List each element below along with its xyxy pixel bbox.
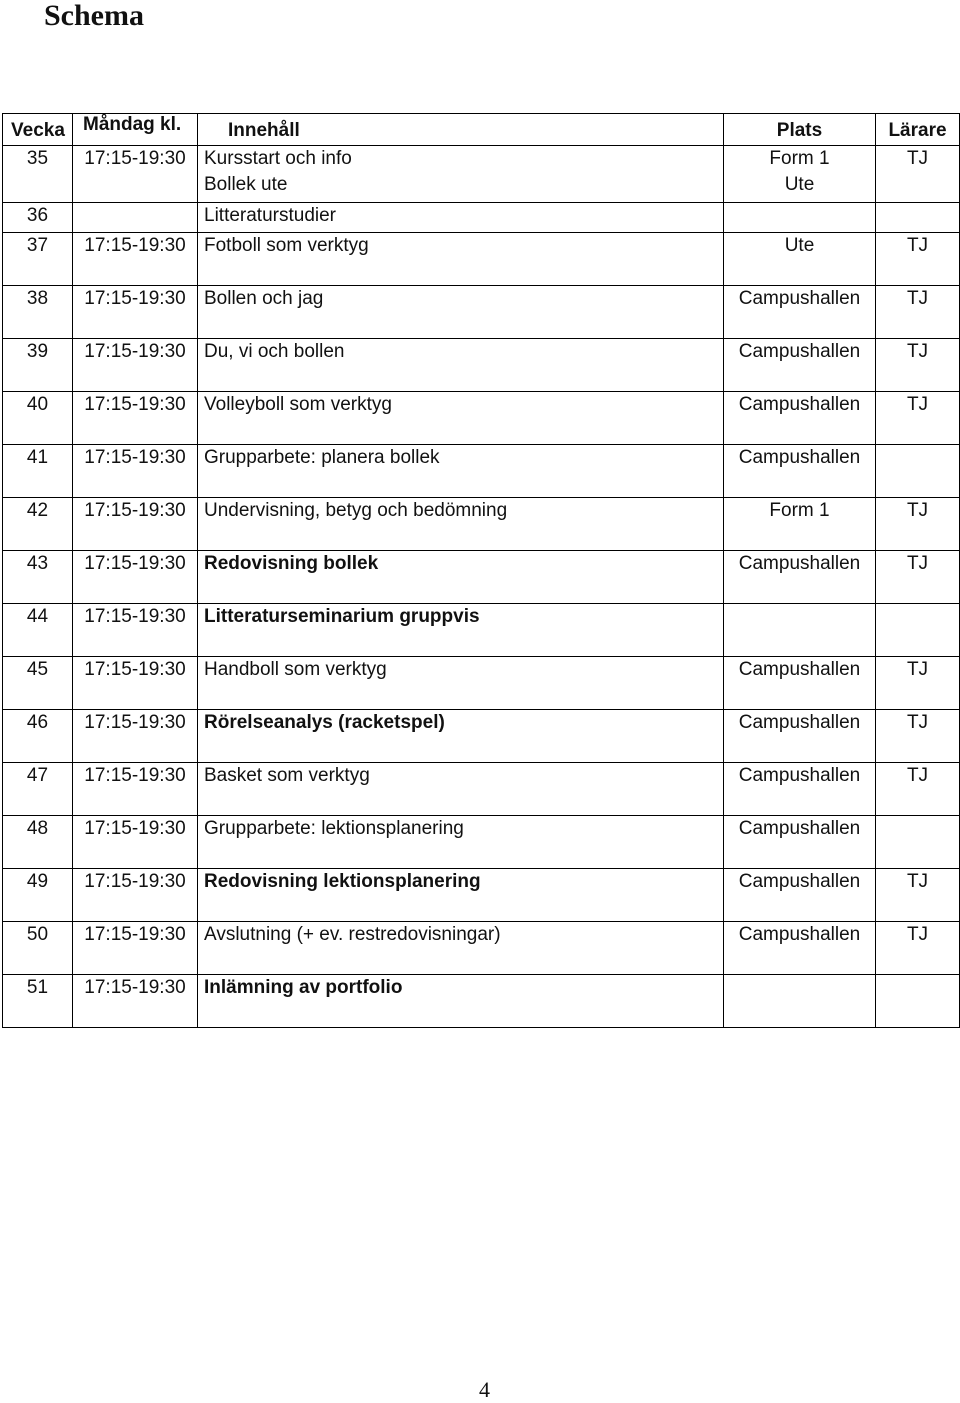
content-cell: Handboll som verktyg	[198, 657, 724, 710]
teacher-cell: TJ	[876, 233, 960, 286]
table-header-row	[3, 114, 960, 146]
time-cell: 17:15-19:30	[73, 233, 198, 286]
table-row	[3, 392, 960, 445]
table-row	[3, 146, 960, 203]
content-cell: Rörelseanalys (racketspel)	[198, 710, 724, 763]
time-cell: 17:15-19:30	[73, 286, 198, 339]
place-cell: Campushallen	[724, 816, 876, 869]
teacher-cell: TJ	[876, 922, 960, 975]
place-cell: Ute	[724, 233, 876, 286]
teacher-cell	[876, 816, 960, 869]
week-cell: 37	[3, 233, 73, 286]
place-cell: Form 1	[724, 498, 876, 551]
place-cell: Campushallen	[724, 445, 876, 498]
table-row	[3, 763, 960, 816]
teacher-cell: TJ	[876, 286, 960, 339]
time-cell: 17:15-19:30	[73, 763, 198, 816]
place-line: Ute	[784, 174, 815, 195]
week-cell: 50	[3, 922, 73, 975]
content-cell: Basket som verktyg	[198, 763, 724, 816]
place-cell: Campushallen	[724, 339, 876, 392]
week-cell: 35	[3, 146, 73, 203]
week-cell: 41	[3, 445, 73, 498]
place-cell	[724, 975, 876, 1028]
header-content: Innehåll	[198, 114, 724, 146]
table-row	[3, 551, 960, 604]
teacher-cell: TJ	[876, 869, 960, 922]
time-cell: 17:15-19:30	[73, 869, 198, 922]
place-cell: Campushallen	[724, 286, 876, 339]
teacher-cell: TJ	[876, 763, 960, 816]
table-row	[3, 975, 960, 1028]
teacher-cell: TJ	[876, 498, 960, 551]
table-row	[3, 286, 960, 339]
content-cell	[198, 146, 724, 203]
place-cell	[724, 203, 876, 233]
week-cell: 43	[3, 551, 73, 604]
time-cell: 17:15-19:30	[73, 339, 198, 392]
table-row	[3, 445, 960, 498]
teacher-cell	[876, 445, 960, 498]
table-row	[3, 816, 960, 869]
header-teacher: Lärare	[876, 114, 960, 146]
week-cell: 49	[3, 869, 73, 922]
table-row	[3, 710, 960, 763]
week-cell: 42	[3, 498, 73, 551]
content-line: Kursstart och info	[204, 148, 352, 169]
time-cell: 17:15-19:30	[73, 551, 198, 604]
time-cell: 17:15-19:30	[73, 604, 198, 657]
week-cell: 40	[3, 392, 73, 445]
time-cell: 17:15-19:30	[73, 146, 198, 203]
teacher-cell: TJ	[876, 339, 960, 392]
table-row	[3, 339, 960, 392]
place-cell: Campushallen	[724, 551, 876, 604]
place-cell: Campushallen	[724, 710, 876, 763]
place-line: Form 1	[769, 148, 830, 169]
place-cell: Campushallen	[724, 392, 876, 445]
table-row	[3, 233, 960, 286]
content-cell: Litteraturseminarium gruppvis	[198, 604, 724, 657]
place-cell: Campushallen	[724, 922, 876, 975]
teacher-cell	[876, 604, 960, 657]
table-row	[3, 657, 960, 710]
week-cell: 38	[3, 286, 73, 339]
time-cell: 17:15-19:30	[73, 710, 198, 763]
table-row	[3, 203, 960, 233]
content-cell: Inlämning av portfolio	[198, 975, 724, 1028]
week-cell: 39	[3, 339, 73, 392]
time-cell: 17:15-19:30	[73, 922, 198, 975]
teacher-cell: TJ	[876, 146, 960, 203]
page-number: 4	[479, 1377, 490, 1402]
teacher-cell: TJ	[876, 657, 960, 710]
teacher-cell: TJ	[876, 392, 960, 445]
content-cell: Litteraturstudier	[198, 203, 724, 233]
content-cell: Volleyboll som verktyg	[198, 392, 724, 445]
content-cell: Redovisning bollek	[198, 551, 724, 604]
teacher-cell	[876, 203, 960, 233]
content-line: Bollek ute	[204, 174, 288, 195]
content-cell: Avslutning (+ ev. restredovisningar)	[198, 922, 724, 975]
place-cell: Campushallen	[724, 763, 876, 816]
teacher-cell: TJ	[876, 551, 960, 604]
week-cell: 48	[3, 816, 73, 869]
time-cell: 17:15-19:30	[73, 657, 198, 710]
content-cell: Grupparbete: planera bollek	[198, 445, 724, 498]
content-cell: Redovisning lektionsplanering	[198, 869, 724, 922]
week-cell: 51	[3, 975, 73, 1028]
table-row	[3, 922, 960, 975]
place-cell: Campushallen	[724, 657, 876, 710]
week-cell: 46	[3, 710, 73, 763]
place-cell	[724, 604, 876, 657]
place-cell	[724, 146, 876, 203]
content-cell: Fotboll som verktyg	[198, 233, 724, 286]
page-title: Schema	[44, 0, 144, 32]
teacher-cell	[876, 975, 960, 1028]
header-time	[73, 114, 198, 146]
place-cell: Campushallen	[724, 869, 876, 922]
table-row	[3, 604, 960, 657]
header-time-label: Måndag kl.	[83, 114, 182, 135]
week-cell: 36	[3, 203, 73, 233]
content-cell: Grupparbete: lektionsplanering	[198, 816, 724, 869]
time-cell: 17:15-19:30	[73, 445, 198, 498]
time-cell: 17:15-19:30	[73, 392, 198, 445]
week-cell: 44	[3, 604, 73, 657]
content-cell: Undervisning, betyg och bedömning	[198, 498, 724, 551]
table-row	[3, 869, 960, 922]
time-cell: 17:15-19:30	[73, 816, 198, 869]
teacher-cell: TJ	[876, 710, 960, 763]
content-cell: Bollen och jag	[198, 286, 724, 339]
schedule-table	[2, 113, 960, 1028]
header-place: Plats	[724, 114, 876, 146]
week-cell: 45	[3, 657, 73, 710]
time-cell: 17:15-19:30	[73, 975, 198, 1028]
table-row	[3, 498, 960, 551]
week-cell: 47	[3, 763, 73, 816]
content-cell: Du, vi och bollen	[198, 339, 724, 392]
time-cell	[73, 203, 198, 233]
time-cell: 17:15-19:30	[73, 498, 198, 551]
header-week: Vecka	[3, 114, 73, 146]
